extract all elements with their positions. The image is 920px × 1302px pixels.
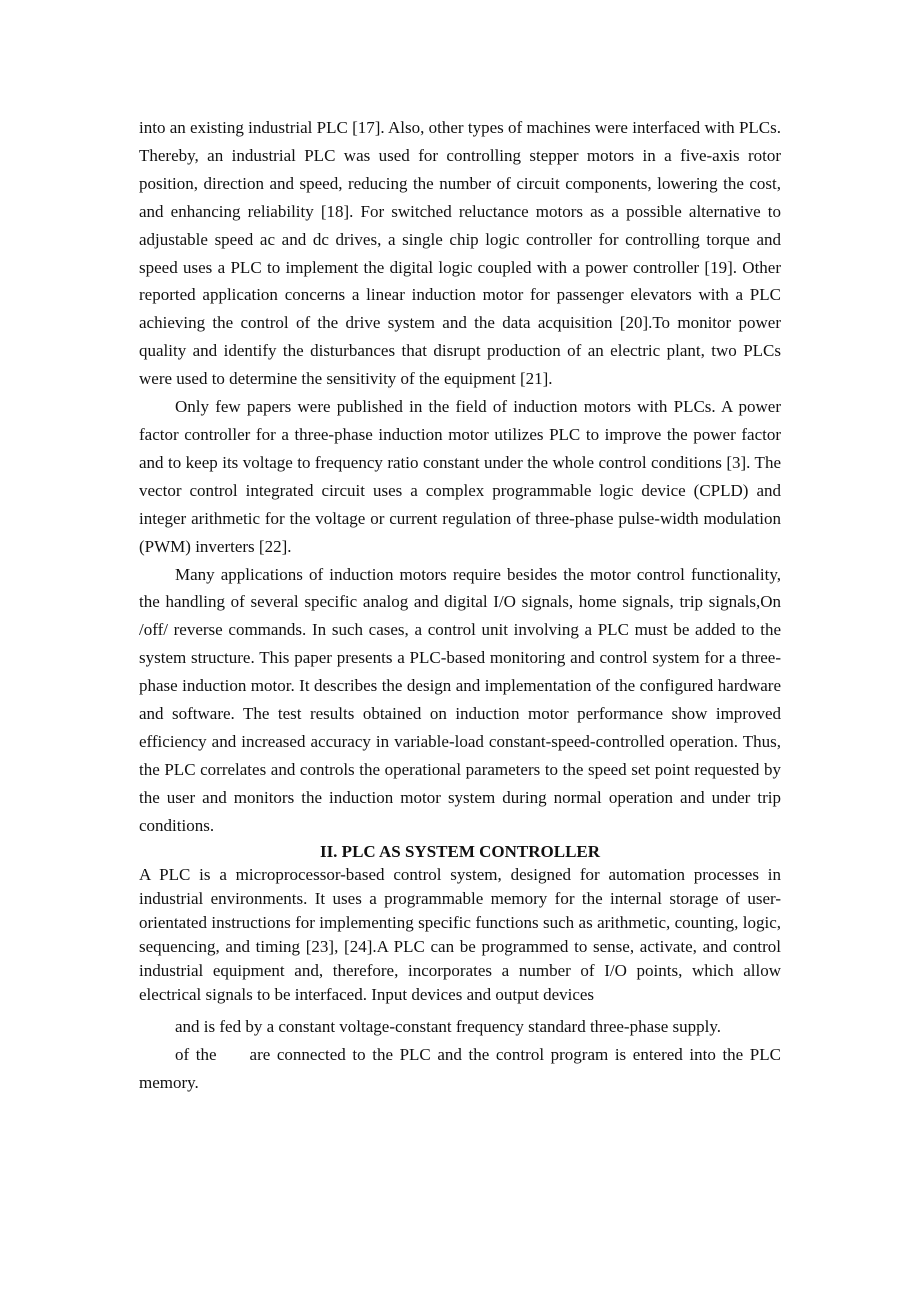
- paragraph-plc-definition: A PLC is a microprocessor-based control system, designed for automation processes in industrial environments. It uses a programmable memory for the internal storage of user-orientated instructions for implementing specific functions such as arithmetic, counting, logic, sequencing, and timing [23], [24].A PLC can be programmed to sense, activate, and control industrial equipment and, therefore, incorporates a number of I/O points, which allow electrical signals to be interfaced. Input devices and output devices: [139, 864, 781, 1005]
- paragraph-induction-motors: Only few papers were published in the field of induction motors with PLCs. A power factor controller for a three-phase induction motor utilizes PLC to improve the power factor and to keep its voltage to frequency ratio constant under the whole control conditions [3]. The vector control integrated circuit uses a complex programmable logic device (CPLD) and integer arithmetic for the voltage or current regulation of three-phase pulse-width modulation (PWM) inverters [22].: [139, 397, 781, 556]
- paragraph-plc-applications: into an existing industrial PLC [17]. Also, other types of machines were interfaced with PLCs. Thereby, an industrial PLC was used for controlling stepper motors in a five-axis rotor position, direction and speed, reducing the number of circuit components, lowering the cost, and enhancing reliability [18]. For switched reluctance motors as a possible alternative to adjustable speed ac and dc drives, a single chip logic controller for controlling torque and speed uses a PLC to implement the digital logic coupled with a power controller [19]. Other reported application concerns a linear induction motor for passenger elevators with a PLC achieving the control of the drive system and the data acquisition [20].To monitor power quality and identify the disturbances that disrupt production of an electric plant, two PLCs were used to determine the sensitivity of the equipment [21].: [139, 118, 781, 389]
- paragraph-supply-fragment: and is fed by a constant voltage-constant frequency standard three-phase supply.: [175, 1017, 722, 1037]
- paragraph-memory-fragment: of the are connected to the PLC and the control program is entered into the PLC memory.: [139, 1045, 786, 1092]
- paragraph-paper-overview: Many applications of induction motors require besides the motor control functionality, the handling of several specific analog and digital I/O signals, home signals, trip signals,On /off/ reverse commands. In such cases, a control unit involving a PLC must be added to the system structure. This paper presents a PLC-based monitoring and control system for a three-phase induction motor. It describes the design and implementation of the configured hardware and software. The test results obtained on induction motor performance show improved efficiency and increased accuracy in variable-load constant-speed-controlled operation. Thus, the PLC correlates and controls the operational parameters to the speed set point requested by the user and monitors the induction motor system during normal operation and under trip conditions.: [139, 564, 781, 835]
- section-heading: II. PLC AS SYSTEM CONTROLLER: [319, 841, 601, 861]
- body-text: [139, 114, 786, 1097]
